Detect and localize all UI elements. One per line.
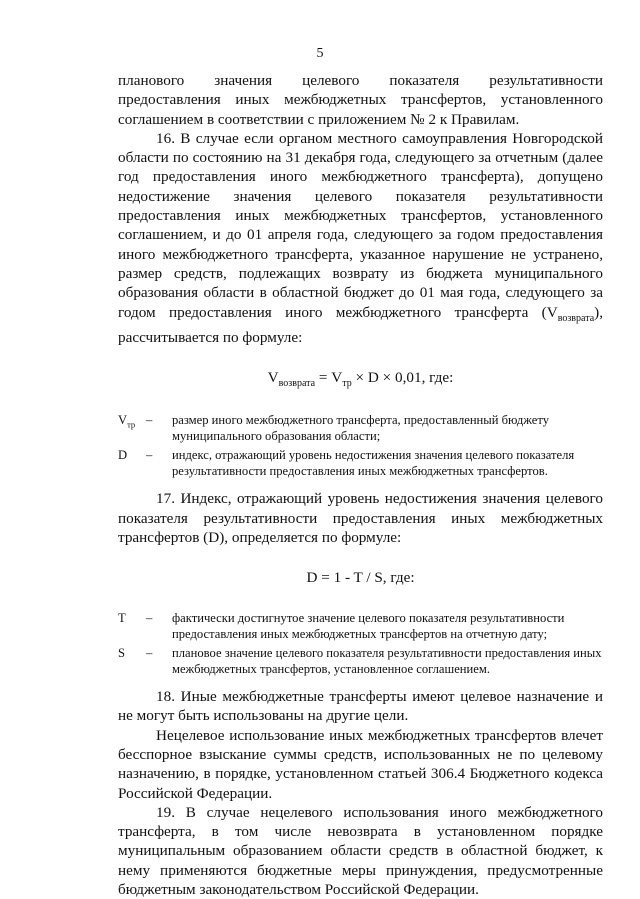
paragraph-19: 19. В случае нецелевого использования иного межбюджетного трансферта, в том числе невозврата в установленном порядке муниципальным образованием области средств в областной бюджет, к нему применяются бюджетные меры принуждения, предусмотренные бюджетным законодательством Российской Федерации. <box>118 803 603 899</box>
paragraph-16 <box>118 129 603 347</box>
definition-symbol-text: D <box>118 448 128 463</box>
definition-symbol <box>118 448 146 479</box>
formula1-rhs: × D × 0,01, где: <box>351 369 454 387</box>
definition-symbol <box>118 413 146 444</box>
definition-symbol-text: V <box>118 413 128 428</box>
paragraph-16-text: 16. В случае если органом местного самоуправления Новгородской области по состоянию на 31 декабря года, следующего за отчетным (далее год предоставления иного межбюджетного трансферта), допущено недостижение значения целевого показателя результативности предоставления иных межбюджетных трансфертов, установленного соглашением, и до 01 апреля года, следующего за годом предоставления иного межбюджетного трансферта, указанное нарушение не устранено, размер средств, подлежащих возврату из бюджета муниципального образования области в областной бюджет до 01 мая года, следующего за годом предоставления иного межбюджетного трансферта (V <box>118 129 603 321</box>
definition-text: фактически достигнутое значение целевого показателя результативности предоставления иных межбюджетных трансфертов на отчетную дату; <box>172 611 565 641</box>
definition-dash: – <box>146 611 153 626</box>
paragraph-16-subscript: возврата <box>557 312 595 324</box>
formula1-mid-sub: тр <box>342 378 352 390</box>
definition-symbol-sub: тр <box>127 419 136 430</box>
formula-return-amount <box>118 369 603 389</box>
definition-dash: – <box>146 448 153 463</box>
paragraph-intro: планового значения целевого показателя результативности предоставления иных межбюджетных трансфертов, установленного соглашением в соответствии с приложением № 2 к Правилам. <box>118 72 603 128</box>
formula1-mid: = V <box>315 369 343 387</box>
paragraph-18: 18. Иные межбюджетные трансферты имеют целевое назначение и не могут быть использованы на другие цели. <box>118 688 603 725</box>
page-number: 5 <box>316 46 324 61</box>
definition-row <box>118 413 603 444</box>
paragraph-16-tail: ), рассчитывается по формуле: <box>118 303 603 346</box>
definition-symbol: S <box>118 646 126 661</box>
document-body <box>118 71 603 899</box>
definition-row <box>118 646 603 677</box>
formula1-lhs-sub: возврата <box>278 378 316 390</box>
definition-text: размер иного межбюджетного трансферта, предоставленный бюджету муниципального образования области; <box>172 413 549 443</box>
definition-dash: – <box>146 646 153 661</box>
definitions-formula1 <box>118 413 603 479</box>
paragraph-17: 17. Индекс, отражающий уровень недостижения значения целевого показателя результативности предоставления иных межбюджетных трансфертов (D), определяется по формуле: <box>118 490 603 546</box>
formula1-lhs: V <box>267 369 279 387</box>
definition-dash: – <box>146 413 153 428</box>
definition-row <box>118 448 603 479</box>
formula-index: D = 1 - T / S, где: <box>306 569 415 587</box>
definition-text: плановое значение целевого показателя результативности предоставления иных межбюджетных трансфертов, установленное соглашением. <box>172 646 602 676</box>
paragraph-18b: Нецелевое использование иных межбюджетных трансфертов влечет бесспорное взыскание суммы средств, использованных не по целевому назначению, в порядке, установленном статьей 306.4 Бюджетного кодекса Российской Федерации. <box>118 726 603 802</box>
definition-symbol: T <box>118 611 126 626</box>
definitions-formula2 <box>118 611 603 677</box>
definition-text: индекс, отражающий уровень недостижения значения целевого показателя результативности предоставления иных межбюджетных трансфертов. <box>172 448 575 478</box>
definition-row <box>118 611 603 642</box>
